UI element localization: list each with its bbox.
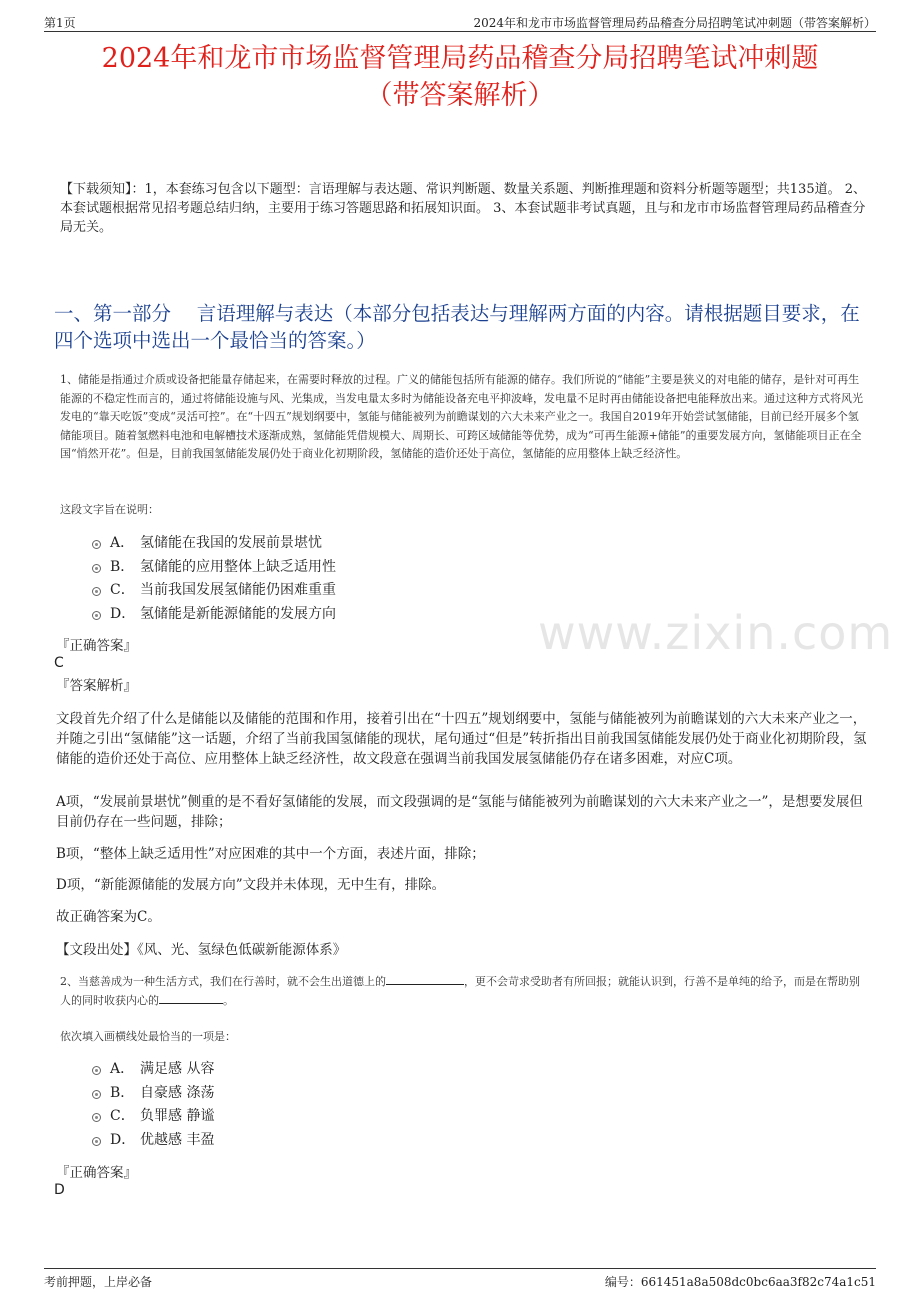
option-letter: D． <box>110 1131 136 1148</box>
option-text: 氢储能的应用整体上缺乏适用性 <box>140 558 336 575</box>
option-text: 优越感 丰盈 <box>140 1131 215 1148</box>
question-2-text <box>60 973 868 1010</box>
option-text: 自豪感 涤荡 <box>140 1084 215 1101</box>
question-1-source: 【文段出处】《风、光、氢绿色低碳新能源体系》 <box>56 942 347 958</box>
option-letter: B． <box>110 1084 135 1101</box>
radio-icon[interactable] <box>92 611 101 620</box>
question-2-option-d[interactable] <box>92 1129 492 1153</box>
radio-icon[interactable] <box>92 1066 101 1075</box>
question-1-analysis-a: A项，“发展前景堪忧”侧重的是不看好氢储能的发展，而文段强调的是“氢能与储能被列为前瞻谋划的六大未来产业之一”，是想要发展但目前仍存在一些问题，排除； <box>56 794 863 830</box>
option-letter: C． <box>110 582 135 598</box>
page-footer <box>44 1268 876 1288</box>
question-2-option-c[interactable] <box>92 1105 492 1129</box>
question-1-analysis-label: 『答案解析』 <box>56 678 137 694</box>
section-title: 一、第一部分 言语理解与表达（本部分包括表达与理解两方面的内容。请根据题目要求，在四个选项中选出一个最恰当的答案。） <box>54 302 860 352</box>
title-line-2: （带答案解析） <box>365 80 555 111</box>
radio-icon[interactable] <box>92 564 101 573</box>
download-notice: 【下载须知】：1，本套练习包含以下题型：言语理解与表达题、常识判断题、数量关系题、判断推理题和资料分析题等题型；共135道。 2、本套试题根据常见招考题总结归纳，主要用于练习答题思路和拓展知识面。 3、本套试题非考试真题，且与和龙市市场监督管理局药品稽查分局无关。 <box>60 182 866 235</box>
radio-icon[interactable] <box>92 1090 101 1099</box>
option-text: 当前我国发展氢储能仍困难重重 <box>140 582 336 598</box>
footer-serial-number: 编号：661451a8a508dc0bc6aa3f82c74a1c51 <box>604 1275 876 1289</box>
question-1-option-b[interactable] <box>92 556 492 580</box>
page-header <box>44 12 876 32</box>
question-2-answer-label: 『正确答案』 <box>56 1165 137 1181</box>
radio-icon[interactable] <box>92 587 101 596</box>
question-1-answer-label: 『正确答案』 <box>56 638 137 654</box>
option-letter: A． <box>110 1061 135 1077</box>
question-1-options <box>92 532 492 626</box>
question-1-option-c[interactable] <box>92 579 492 603</box>
option-letter: B． <box>110 558 135 575</box>
option-letter: C． <box>110 1108 135 1124</box>
fill-blank-1 <box>386 973 464 985</box>
question-1-analysis-d: D项，“新能源储能的发展方向”文段并未体现，无中生有，排除。 <box>56 877 446 893</box>
question-2-text-part-1: 2、当慈善成为一种生活方式，我们在行善时，就不会生出道德上的 <box>60 975 386 988</box>
question-1-conclusion: 故正确答案为C。 <box>56 909 161 925</box>
header-doc-title: 2024年和龙市市场监督管理局药品稽查分局招聘笔试冲刺题（带答案解析） <box>473 16 876 30</box>
option-letter: D． <box>110 605 136 622</box>
title-line-1: 2024年和龙市市场监督管理局药品稽查分局招聘笔试冲刺题 <box>101 43 819 74</box>
radio-icon[interactable] <box>92 1113 101 1122</box>
question-1-analysis-b: B项，“整体上缺乏适用性”对应困难的其中一个方面，表述片面，排除； <box>56 846 485 862</box>
option-text: 氢储能是新能源储能的发展方向 <box>140 605 336 622</box>
radio-icon[interactable] <box>92 540 101 549</box>
question-2-options <box>92 1058 492 1152</box>
question-2-prompt: 依次填入画横线处最恰当的一项是： <box>60 1030 236 1043</box>
option-text: 负罪感 静谧 <box>140 1108 215 1124</box>
question-1 <box>60 371 868 464</box>
option-letter: A． <box>110 535 135 551</box>
question-1-option-a[interactable] <box>92 532 492 556</box>
option-text: 满足感 从容 <box>140 1061 215 1077</box>
question-2-answer: D <box>54 1182 65 1198</box>
fill-blank-2 <box>159 992 223 1004</box>
radio-icon[interactable] <box>92 1137 101 1146</box>
question-1-answer: C <box>54 655 64 671</box>
question-2-option-a[interactable] <box>92 1058 492 1082</box>
watermark: www.zixin.com <box>538 606 894 660</box>
page-number: 第1页 <box>44 16 76 30</box>
question-2 <box>60 973 868 1010</box>
question-1-option-d[interactable] <box>92 603 492 627</box>
question-1-text: 1、储能是指通过介质或设备把能量存储起来，在需要时释放的过程。广义的储能包括所有能源的储存。我们所说的“储能”主要是狭义的对电能的储存，是针对可再生能源的不稳定性而言的，通过将储能设施与风、光集成，当发电量太多时为储能设备充电平抑波峰，发电量不足时再由储能设备把电能释放出来。通过这种方式将风光发电的“靠天吃饭”变成“灵活可控”。在“十四五”规划纲要中，氢能与储能被列为前瞻谋划的六大未来产业之一。我国自2019年开始尝试氢储能，目前已经开展多个氢储能项目。随着氢燃料电池和电解槽技术逐渐成熟，氢储能凭借规模大、周期长、可跨区域储能等优势，成为“可再生能源+储能”的重要发展方向，氢储能项目正在全国“悄然开花”。但是，目前我国氢储能发展仍处于商业化初期阶段，氢储能的造价还处于高位，氢储能的应用整体上缺乏经济性。 <box>60 373 863 460</box>
document-title <box>40 40 880 114</box>
option-text: 氢储能在我国的发展前景堪忧 <box>140 535 322 551</box>
question-2-text-part-3: 。 <box>223 993 234 1007</box>
question-1-analysis-main: 文段首先介绍了什么是储能以及储能的范围和作用，接着引出在“十四五”规划纲要中，氢能与储能被列为前瞻谋划的六大未来产业之一，并随之引出“氢储能”这一话题，介绍了当前我国氢储能的现状，尾句通过“但是”转折指出目前我国氢储能发展仍处于商业化初期阶段，氢储能的造价还处于高位、应用整体上缺乏经济性，故文段意在强调当前我国发展氢储能仍存在诸多困难，对应C项。 <box>56 711 867 767</box>
question-2-text-part-2: ，更不会苛求受助者有所回报；就能认识到，行善不是单纯的给予，而是在帮助别人的同时收获内心的 <box>60 975 860 1007</box>
question-2-option-b[interactable] <box>92 1082 492 1106</box>
question-1-prompt: 这段文字旨在说明： <box>60 503 159 516</box>
footer-slogan: 考前押题，上岸必备 <box>44 1275 153 1289</box>
